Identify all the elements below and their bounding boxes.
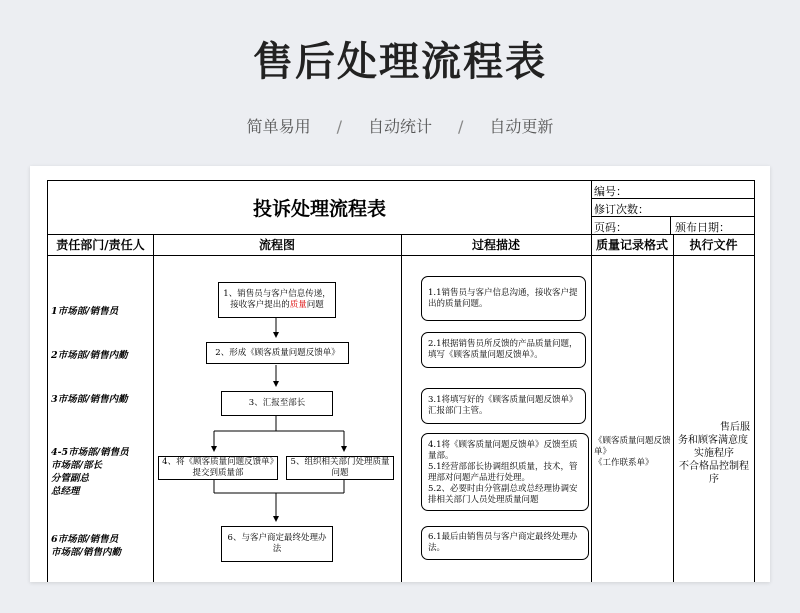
complaint-process-sheet [47,180,755,582]
process-step-6: 6.1最后由销售员与客户商定最终处理办法。 [421,526,589,560]
process-step-2: 2.1根据销售员所反馈的产品质量问题，填写《顾客质量问题反馈单》。 [421,332,586,368]
flow-step-3: 3、汇报至部长 [221,391,333,416]
header-exec-file: 执行文件 [689,238,738,252]
department-step-2: 2市场部/销售内勤 [51,350,128,361]
flow-step-4: 4、将《顾客质量问题反馈单》提交到质量部 [158,456,278,480]
subtitle-item-1: 简单易用 [246,117,311,136]
flow-step-2: 2、形成《顾客质量问题反馈单》 [206,342,349,364]
department-step-3: 3市场部/销售内勤 [51,394,128,405]
page-title: 售后处理流程表 [253,39,547,85]
issue-date-label: 颁布日期： [675,221,730,234]
department-step-1: 1市场部/销售员 [51,306,119,317]
exec-file-list: 售后服 务和顾客满意度 实施程序 不合格品控制程 序 [678,422,750,485]
header-quality-record: 质量记录格式 [595,238,668,252]
flow-step-1: 1、销售员与客户信息传递，接收客户提出的质量问题 [218,282,336,318]
header-process-description: 过程描述 [471,238,520,252]
document-title: 投诉处理流程表 [252,198,386,220]
header-flowchart: 流程图 [258,238,295,252]
page-number-label: 页码： [594,221,627,234]
header-department: 责任部门/责任人 [56,238,145,252]
serial-number-label: 编号： [594,185,627,198]
department-step-4-5: 4-5市场部/销售员 市场部/部长 分管副总 总经理 [51,447,129,497]
subtitle-item-3: 自动更新 [489,117,554,136]
revision-count-label: 修订次数： [594,203,649,216]
process-step-4-5: 4.1将《顾客质量问题反馈单》反馈至质量部。 5.1经营部部长协调组织质量，技术，管理部对问题产品进行处理。 5.2、必要时由分管副总或总经理协调安排相关部门人员处理质量问题 [421,433,589,511]
process-step-1: 1.1销售员与客户信息沟通，接收客户提出的质量问题。 [421,276,586,321]
flow-step-5: 5、组织相关部门处理质量问题 [286,456,394,480]
document-preview-card [30,166,770,582]
subtitle [0,114,800,137]
department-step-6: 6市场部/销售员 市场部/销售内勤 [51,534,121,558]
quality-record-list: 《顾客质量问题反馈单》 《工作联系单》 [594,436,671,468]
subtitle-separator: / [336,117,342,136]
subtitle-separator: / [458,117,464,136]
flowchart-arrows [48,181,754,582]
flow-step-6: 6、与客户商定最终处理办法 [221,526,333,562]
subtitle-item-2: 自动统计 [367,117,432,136]
process-step-3: 3.1将填写好的《顾客质量问题反馈单》汇报部门主管。 [421,388,586,424]
